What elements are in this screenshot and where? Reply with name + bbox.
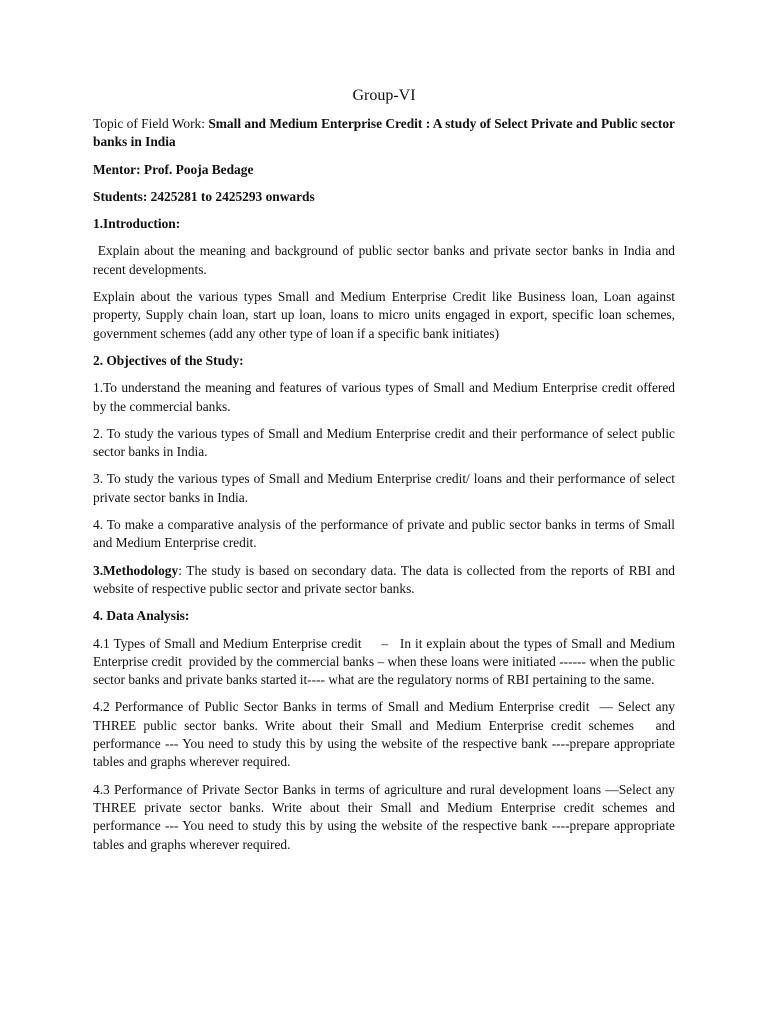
students-line: Students: 2425281 to 2425293 onwards [93,188,315,204]
objective-item-2: 2. To study the various types of Small and Medium Enterprise credit and their performance of select public sector banks in India. [93,425,675,460]
topic-line [93,115,675,152]
objective-item-4: 4. To make a comparative analysis of the performance of private and public sector banks in terms of Small and Medium Enterprise credit. [93,517,675,551]
methodology-text: : The study is based on secondary data. The data is collected from the reports of RBI and website of respective public sector and private sector banks. [93,562,675,596]
methodology-label: 3.Methodology [93,562,179,578]
introduction-heading: 1.Introduction: [93,216,181,232]
introduction-paragraph-2: Explain about the various types Small and Medium Enterprise Credit like Business loan, Loan against property, Supply chain loan, start up loan, loans to micro units engaged in export, specific loan schemes, government schemes (add any other type of loan if a specific bank initiates) [93,289,675,341]
data-analysis-item-2: 4.2 Performance of Public Sector Banks in terms of Small and Medium Enterprise credit — Select any THREE public sector banks. Write about their Small and Medium Enterprise credit schemes and performance --- You need to study this by using the website of the respective bank ----prepare appropriate tables and graphs wherever required. [93,699,679,770]
methodology-paragraph [93,562,675,599]
objective-item-1: 1.To understand the meaning and features of various types of Small and Medium Enterprise credit offered by the commercial banks. [93,380,675,414]
data-analysis-item-1: 4.1 Types of Small and Medium Enterprise credit – In it explain about the types of Small and Medium Enterprise credit provided by the commercial banks – when these loans were initiated ------ when the public sector banks and private banks started it---- what are the regulatory norms of RBI pertaining to the same. [93,635,679,688]
topic-value: Small and Medium Enterprise Credit : A study of Select Private and Public sector banks in India [93,116,675,150]
document-page [93,86,679,863]
data-analysis-item-3: 4.3 Performance of Private Sector Banks in terms of agriculture and rural development loans —Select any THREE private sector banks. Write about their Small and Medium Enterprise credit schemes and performance --- You need to study this by using the website of the respective bank ----prepare appropriate tables and graphs wherever required. [93,781,675,852]
page-title: Group-VI [352,87,416,104]
objectives-heading: 2. Objectives of the Study: [93,352,244,368]
introduction-paragraph-1: Explain about the meaning and background of public sector banks and private sector banks in India and recent developments. [93,243,679,277]
mentor-line: Mentor: Prof. Pooja Bedage [93,161,254,177]
data-analysis-heading: 4. Data Analysis: [93,608,190,624]
topic-label: Topic of Field Work: [93,116,209,131]
objective-item-3: 3. To study the various types of Small and Medium Enterprise credit/ loans and their performance of select private sector banks in India. [93,471,675,505]
